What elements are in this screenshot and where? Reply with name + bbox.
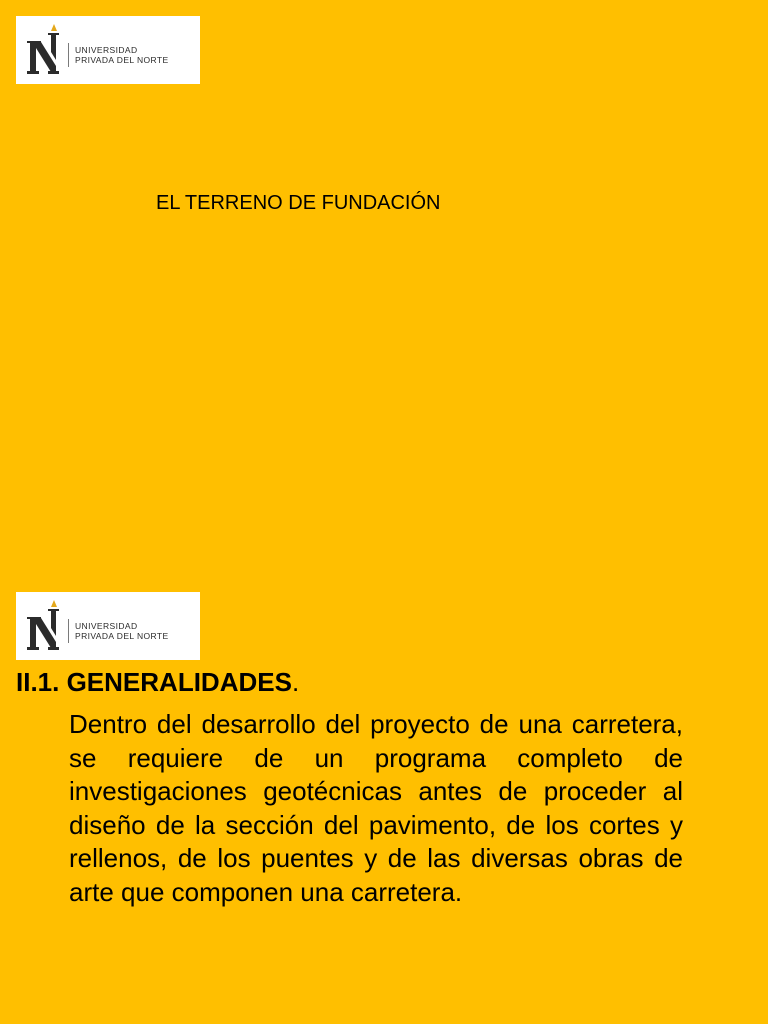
upn-logo-icon (24, 22, 68, 78)
logo-wordmark (68, 43, 169, 67)
section-heading (16, 667, 299, 698)
slide-title: EL TERRENO DE FUNDACIÓN (156, 192, 441, 214)
logo-line-2: PRIVADA DEL NORTE (75, 55, 169, 65)
section-heading-suffix: . (291, 667, 300, 697)
upn-logo-icon (24, 598, 68, 654)
logo-line-2: PRIVADA DEL NORTE (75, 631, 169, 641)
section-body-paragraph: Dentro del desarrollo del proyecto de una carretera, se requiere de un programa completo de investigaciones geotécnicas antes de proceder al diseño de la sección del pavimento, de los cortes y rellenos, de los puentes y de las diversas obras de arte que componen una carretera. (69, 709, 683, 907)
university-logo-bottom (16, 592, 200, 660)
section-heading-text: II.1. GENERALIDADES (16, 667, 292, 697)
logo-line-1: UNIVERSIDAD (75, 45, 138, 55)
logo-line-1: UNIVERSIDAD (75, 621, 138, 631)
university-logo-top (16, 16, 200, 84)
logo-wordmark (68, 619, 169, 643)
